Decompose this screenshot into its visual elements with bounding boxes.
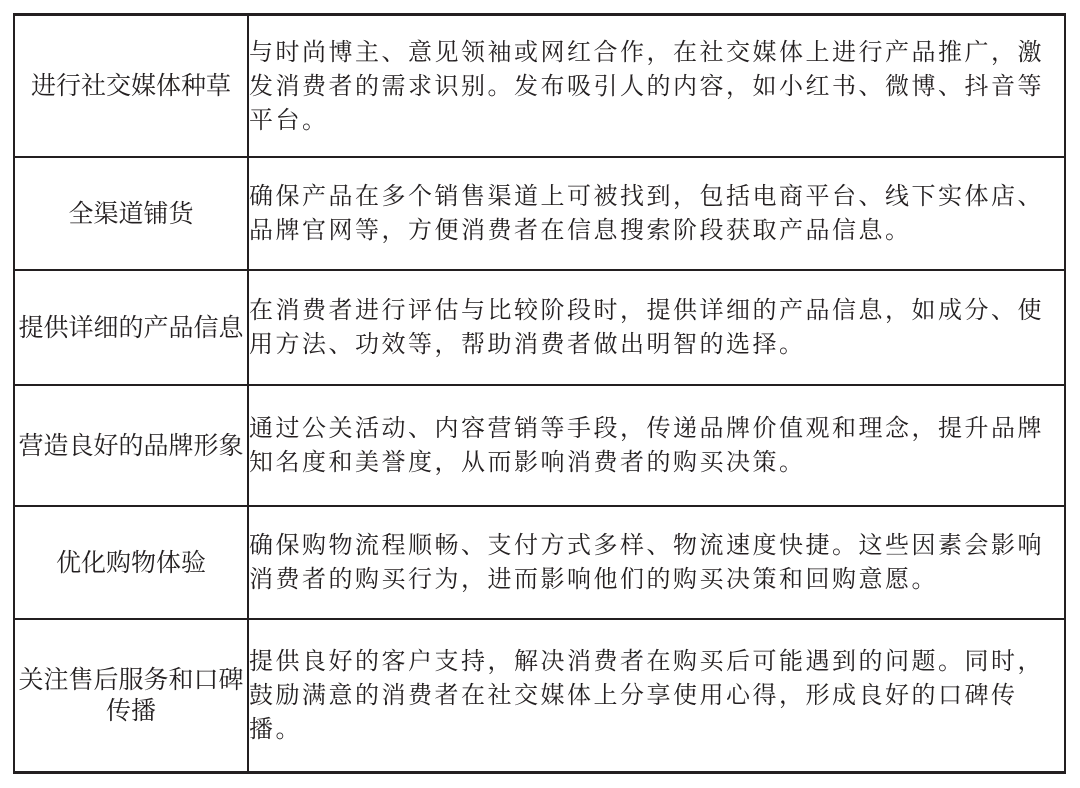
description-cell [248,157,1065,270]
description-text: 与时尚博主、意见领袖或网红合作，在社交媒体上进行产品推广，激发消费者的需求识别。发布吸引人的内容，如小红书、微博、抖音等平台。 [249,37,1044,134]
strategy-label: 提供详细的产品信息 [18,312,244,342]
strategy-label: 关注售后服务和口碑传播 [18,665,244,726]
description-text: 提供良好的客户支持，解决消费者在购买后可能遇到的问题。同时，鼓励满意的消费者在社交媒体上分享使用心得，形成良好的口碑传播。 [249,647,1044,744]
table-row [14,15,1065,157]
description-cell [248,506,1065,619]
strategy-cell [14,506,248,619]
strategy-label: 进行社交媒体种草 [30,71,231,101]
description-text: 通过公关活动、内容营销等手段，传递品牌价值观和理念，提升品牌知名度和美誉度，从而影响消费者的购买决策。 [249,414,1044,476]
description-cell [248,15,1065,157]
table-row [14,506,1065,619]
description-text: 确保产品在多个销售渠道上可被找到，包括电商平台、线下实体店、品牌官网等，方便消费者在信息搜索阶段获取产品信息。 [249,182,1044,244]
strategy-label: 营造良好的品牌形象 [18,430,244,460]
strategy-cell [14,157,248,270]
strategy-cell [14,619,248,773]
strategy-label: 全渠道铺货 [68,198,194,228]
strategy-cell [14,385,248,506]
strategy-label: 优化购物体验 [55,547,206,577]
description-cell [248,619,1065,773]
strategy-cell [14,270,248,385]
description-text: 确保购物流程顺畅、支付方式多样、物流速度快捷。这些因素会影响消费者的购买行为，进而影响他们的购买决策和回购意愿。 [249,531,1044,593]
description-text: 在消费者进行评估与比较阶段时，提供详细的产品信息，如成分、使用方法、功效等，帮助消费者做出明智的选择。 [249,296,1044,358]
table-row [14,270,1065,385]
description-cell [248,385,1065,506]
table-row [14,619,1065,773]
strategy-cell [14,15,248,157]
description-cell [248,270,1065,385]
table-row [14,385,1065,506]
table-row [14,157,1065,270]
strategy-table [13,13,1066,774]
